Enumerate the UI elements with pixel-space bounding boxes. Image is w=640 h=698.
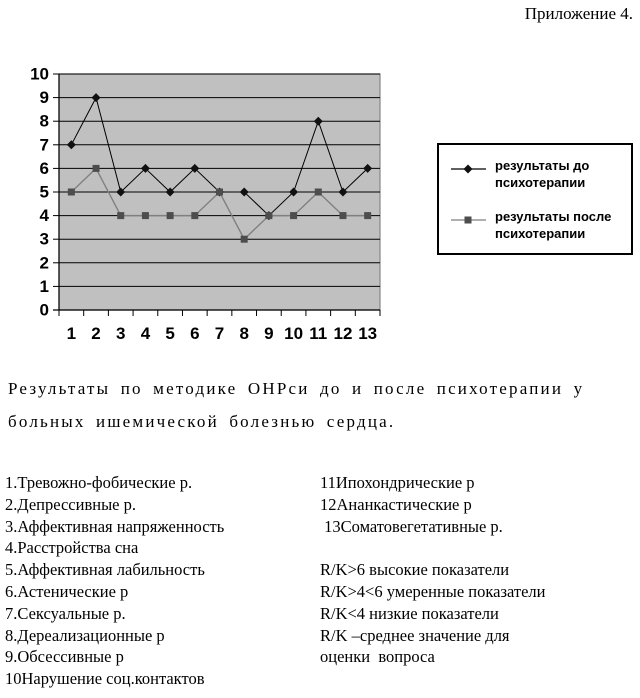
list-item-left: 1.Тревожно-фобические р. bbox=[5, 473, 193, 492]
list-item-left: 6.Астенические р bbox=[5, 581, 129, 601]
diamond-series-marker-icon bbox=[450, 163, 488, 175]
list-item-right: R/K>4<6 умеренные показатели bbox=[320, 581, 546, 601]
x-tick-label: 12 bbox=[333, 324, 353, 343]
list-row bbox=[5, 537, 637, 559]
legend-label-after: результаты после психотерапии bbox=[495, 209, 612, 241]
data-point-square bbox=[117, 212, 124, 219]
y-tick-label: 10 bbox=[30, 64, 49, 84]
list-row bbox=[5, 494, 637, 516]
list-item-right: 11Ипохондрические р bbox=[320, 473, 475, 492]
caption-line-2: больных ишемической болезнью сердца. bbox=[8, 412, 396, 431]
x-tick-label: 1 bbox=[66, 324, 77, 343]
list-row bbox=[5, 472, 637, 494]
y-tick-label: 9 bbox=[39, 88, 49, 108]
data-point-square bbox=[265, 212, 272, 219]
y-tick-label: 4 bbox=[39, 206, 49, 226]
data-point-square bbox=[339, 212, 346, 219]
x-tick-label: 11 bbox=[309, 324, 328, 343]
data-point-square bbox=[167, 212, 174, 219]
y-tick-label: 3 bbox=[39, 229, 49, 249]
list-item-left: 9.Обсессивные р bbox=[5, 647, 124, 667]
data-point-square bbox=[191, 212, 198, 219]
list-item-left: 2.Депрессивные р. bbox=[5, 494, 136, 514]
data-point-square bbox=[93, 165, 100, 172]
data-point-square bbox=[290, 212, 297, 219]
page-title: Приложение 4. bbox=[524, 4, 633, 23]
list-row bbox=[5, 603, 637, 625]
list-item-left: 4.Расстройства сна bbox=[5, 538, 139, 558]
list-row bbox=[5, 668, 637, 690]
data-point-square bbox=[142, 212, 149, 219]
list-item-right: 12Ананкастические р bbox=[320, 494, 472, 514]
legend-entry-after bbox=[450, 209, 627, 242]
x-tick-label: 5 bbox=[165, 324, 175, 343]
y-tick-label: 7 bbox=[39, 135, 49, 155]
x-tick-label: 13 bbox=[358, 324, 378, 343]
square-series-marker-icon bbox=[450, 214, 488, 226]
list-item-right: 13Соматовегетативные р. bbox=[320, 516, 503, 536]
x-tick-label: 9 bbox=[264, 324, 274, 343]
x-tick-label: 8 bbox=[239, 324, 249, 343]
data-point-square bbox=[364, 212, 371, 219]
y-tick-label: 0 bbox=[39, 300, 49, 320]
list-item-right: оценки вопроса bbox=[320, 647, 435, 667]
list-row bbox=[5, 516, 637, 538]
y-tick-label: 2 bbox=[39, 253, 49, 273]
y-tick-label: 6 bbox=[39, 158, 49, 178]
list-row bbox=[5, 646, 637, 668]
list-item-left: 3.Аффективная напряженность bbox=[5, 516, 225, 536]
chart-caption bbox=[8, 372, 638, 438]
y-tick-label: 8 bbox=[39, 111, 49, 131]
list-item-right: R/K –среднее значение для bbox=[320, 625, 510, 645]
list-item-right: R/K>6 высокие показатели bbox=[320, 560, 510, 580]
y-tick-label: 5 bbox=[39, 182, 49, 202]
y-tick-label: 1 bbox=[39, 276, 49, 296]
list-row bbox=[5, 559, 637, 581]
list-item-left: 7.Сексуальные р. bbox=[5, 603, 126, 623]
x-tick-label: 4 bbox=[140, 324, 151, 343]
legend-entry-before bbox=[450, 158, 627, 191]
x-tick-label: 7 bbox=[214, 324, 225, 343]
data-point-square bbox=[68, 189, 75, 196]
x-tick-label: 10 bbox=[284, 324, 304, 343]
data-point-square bbox=[315, 189, 322, 196]
data-point-square bbox=[241, 236, 248, 243]
list-item-left: 10Нарушение соц.контактов bbox=[5, 669, 205, 689]
scale-key-list bbox=[5, 472, 637, 690]
list-item-left: 8.Дереализационные р bbox=[5, 625, 165, 645]
caption-line-1: Результаты по методике ОНРси до и после психотерапии у bbox=[8, 379, 585, 398]
list-row bbox=[5, 581, 637, 603]
list-row bbox=[5, 625, 637, 647]
legend-label-before: результаты до психотерапии bbox=[495, 158, 590, 190]
list-item-right: R/K<4 низкие показатели bbox=[320, 603, 499, 623]
chart-legend bbox=[437, 143, 633, 255]
x-tick-label: 3 bbox=[115, 324, 126, 343]
x-tick-label: 2 bbox=[91, 324, 101, 343]
line-chart bbox=[0, 0, 410, 352]
data-point-square bbox=[216, 189, 223, 196]
list-item-left: 5.Аффективная лабильность bbox=[5, 560, 205, 580]
x-tick-label: 6 bbox=[190, 324, 200, 343]
